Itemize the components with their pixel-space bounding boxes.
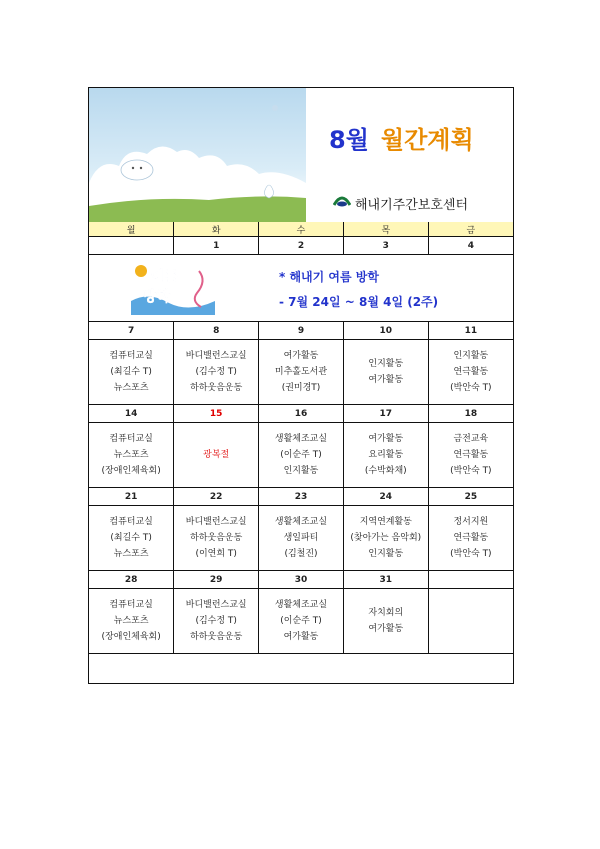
activity-line: (권미경T): [281, 383, 321, 393]
week3-activity-row: [89, 423, 513, 488]
activity-line: 인지활동: [283, 466, 319, 476]
week3-date-row: [89, 405, 513, 423]
vacation-title: * 해내기 여름 방학: [279, 270, 379, 284]
date-cell: 14: [89, 405, 174, 423]
activity-line: 정서지원: [453, 517, 489, 527]
date-cell: [428, 571, 513, 589]
activity-line: 연극활동: [453, 367, 489, 377]
weekday-header-row: [89, 222, 513, 237]
activity-line: 요리활동: [368, 450, 404, 460]
date-cell: 8: [174, 322, 259, 340]
date-cell: 28: [89, 571, 174, 589]
activity-cell: [174, 340, 259, 405]
activity-line: 여가활동: [368, 624, 404, 634]
activity-line: 바디밸런스교실: [185, 351, 247, 361]
date-cell: 17: [343, 405, 428, 423]
weekday-mon: 월: [89, 222, 174, 237]
activity-line: (김수정 T): [195, 367, 237, 377]
activity-line: 생활체조교실: [274, 600, 328, 610]
vacation-period: - 7월 24일 ~ 8월 4일 (2주): [279, 295, 439, 309]
holiday-date-cell: 15: [174, 405, 259, 423]
header-illustration: [89, 88, 306, 222]
date-cell: 4: [428, 237, 513, 255]
activity-cell: [259, 423, 344, 488]
activity-line: 생활체조교실: [274, 517, 328, 527]
week5-date-row: [89, 571, 513, 589]
activity-line: 바디밸런스교실: [185, 517, 247, 527]
date-cell: 23: [259, 488, 344, 506]
activity-cell: [343, 340, 428, 405]
activity-cell: [174, 506, 259, 571]
activity-cell: [428, 340, 513, 405]
date-cell: 30: [259, 571, 344, 589]
date-cell: 3: [343, 237, 428, 255]
organization-logo-icon: [333, 193, 351, 207]
activity-line: 생일파티: [283, 533, 319, 543]
activity-line: 뉴스포츠: [113, 450, 149, 460]
date-cell: 22: [174, 488, 259, 506]
activity-line: (이순주 T): [280, 450, 322, 460]
date-cell: 9: [259, 322, 344, 340]
activity-line: (이연희 T): [195, 549, 237, 559]
summer-vacation-illustration: [129, 261, 219, 315]
activity-line: 여가활동: [368, 375, 404, 385]
week4-activity-row: [89, 506, 513, 571]
date-cell: [89, 237, 174, 255]
activity-line: 지역연계활동: [359, 517, 412, 527]
activity-cell: [259, 506, 344, 571]
activity-line: (장애인체육회): [101, 466, 161, 476]
activity-cell: [89, 506, 174, 571]
activity-line: 인지활동: [368, 359, 404, 369]
date-cell: 2: [259, 237, 344, 255]
activity-cell: [89, 423, 174, 488]
activity-line: 바디밸런스교실: [185, 600, 247, 610]
date-cell: 24: [343, 488, 428, 506]
activity-line: 연극활동: [453, 450, 489, 460]
activity-line: (김수정 T): [195, 616, 237, 626]
date-cell: 21: [89, 488, 174, 506]
weekday-wed: 수: [259, 222, 344, 237]
banner-image-text-2: 방학: [143, 289, 171, 305]
activity-line: 하하웃음운동: [190, 632, 243, 642]
activity-line: 컴퓨터교실: [109, 351, 153, 361]
activity-cell: [343, 423, 428, 488]
page-title: [329, 120, 474, 155]
date-cell: 18: [428, 405, 513, 423]
activity-line: (최길수 T): [110, 367, 152, 377]
holiday-label: 광복절: [203, 450, 230, 460]
week2-date-row: [89, 322, 513, 340]
activity-cell: [259, 589, 344, 654]
banner-image-text-1: 여름: [151, 269, 179, 285]
activity-cell: [343, 589, 428, 654]
week4-date-row: [89, 488, 513, 506]
date-cell: 7: [89, 322, 174, 340]
activity-line: 인지활동: [453, 351, 489, 361]
activity-line: (박안숙 T): [450, 549, 492, 559]
date-cell: 31: [343, 571, 428, 589]
calendar-table: [89, 222, 513, 654]
week5-activity-row: [89, 589, 513, 654]
date-cell: 29: [174, 571, 259, 589]
activity-cell: [89, 589, 174, 654]
empty-activity-cell: [428, 589, 513, 654]
activity-line: 생활체조교실: [274, 434, 328, 444]
date-cell: 25: [428, 488, 513, 506]
activity-line: 하하웃음운동: [190, 533, 243, 543]
organization-name: 해내기주간보호센터: [355, 198, 469, 213]
activity-line: (이순주 T): [280, 616, 322, 626]
weekday-thu: 목: [343, 222, 428, 237]
header: [89, 88, 513, 223]
activity-line: 인지활동: [368, 549, 404, 559]
activity-line: (김철진): [284, 549, 318, 559]
activity-line: 하하웃음운동: [190, 383, 243, 393]
activity-line: (찾아가는 음악회): [350, 533, 422, 543]
activity-line: 뉴스포츠: [113, 383, 149, 393]
activity-line: 미추홀도서관: [274, 367, 328, 377]
activity-cell: [343, 506, 428, 571]
activity-line: (수박화채): [364, 466, 407, 476]
activity-line: 연극활동: [453, 533, 489, 543]
date-cell: 11: [428, 322, 513, 340]
date-cell: 1: [174, 237, 259, 255]
activity-cell: [89, 340, 174, 405]
monthly-plan-sheet: [88, 87, 514, 684]
activity-line: (장애인체육회): [101, 632, 161, 642]
vacation-banner-row: [89, 255, 513, 322]
date-cell: 10: [343, 322, 428, 340]
activity-line: 여가활동: [368, 434, 404, 444]
activity-cell: [428, 423, 513, 488]
activity-line: 컴퓨터교실: [109, 600, 153, 610]
activity-cell: [174, 589, 259, 654]
week2-activity-row: [89, 340, 513, 405]
activity-line: (박안숙 T): [450, 383, 492, 393]
activity-line: 컴퓨터교실: [109, 434, 153, 444]
activity-line: 뉴스포츠: [113, 616, 149, 626]
weekday-fri: 금: [428, 222, 513, 237]
month-label: 8월: [329, 126, 369, 154]
activity-line: 컴퓨터교실: [109, 517, 153, 527]
activity-cell: [174, 423, 259, 488]
activity-cell: [259, 340, 344, 405]
activity-cell: [428, 506, 513, 571]
date-cell: 16: [259, 405, 344, 423]
activity-line: 뉴스포츠: [113, 549, 149, 559]
activity-line: (박안숙 T): [450, 466, 492, 476]
activity-line: (최길수 T): [110, 533, 152, 543]
activity-line: 여가활동: [283, 351, 319, 361]
week1-date-row: [89, 237, 513, 255]
activity-line: 자치회의: [368, 608, 404, 618]
activity-line: 금전교육: [453, 434, 489, 444]
activity-line: 여가활동: [283, 632, 319, 642]
vacation-banner: [89, 255, 513, 322]
plan-label: 월간계획: [380, 126, 474, 154]
weekday-tue: 화: [174, 222, 259, 237]
